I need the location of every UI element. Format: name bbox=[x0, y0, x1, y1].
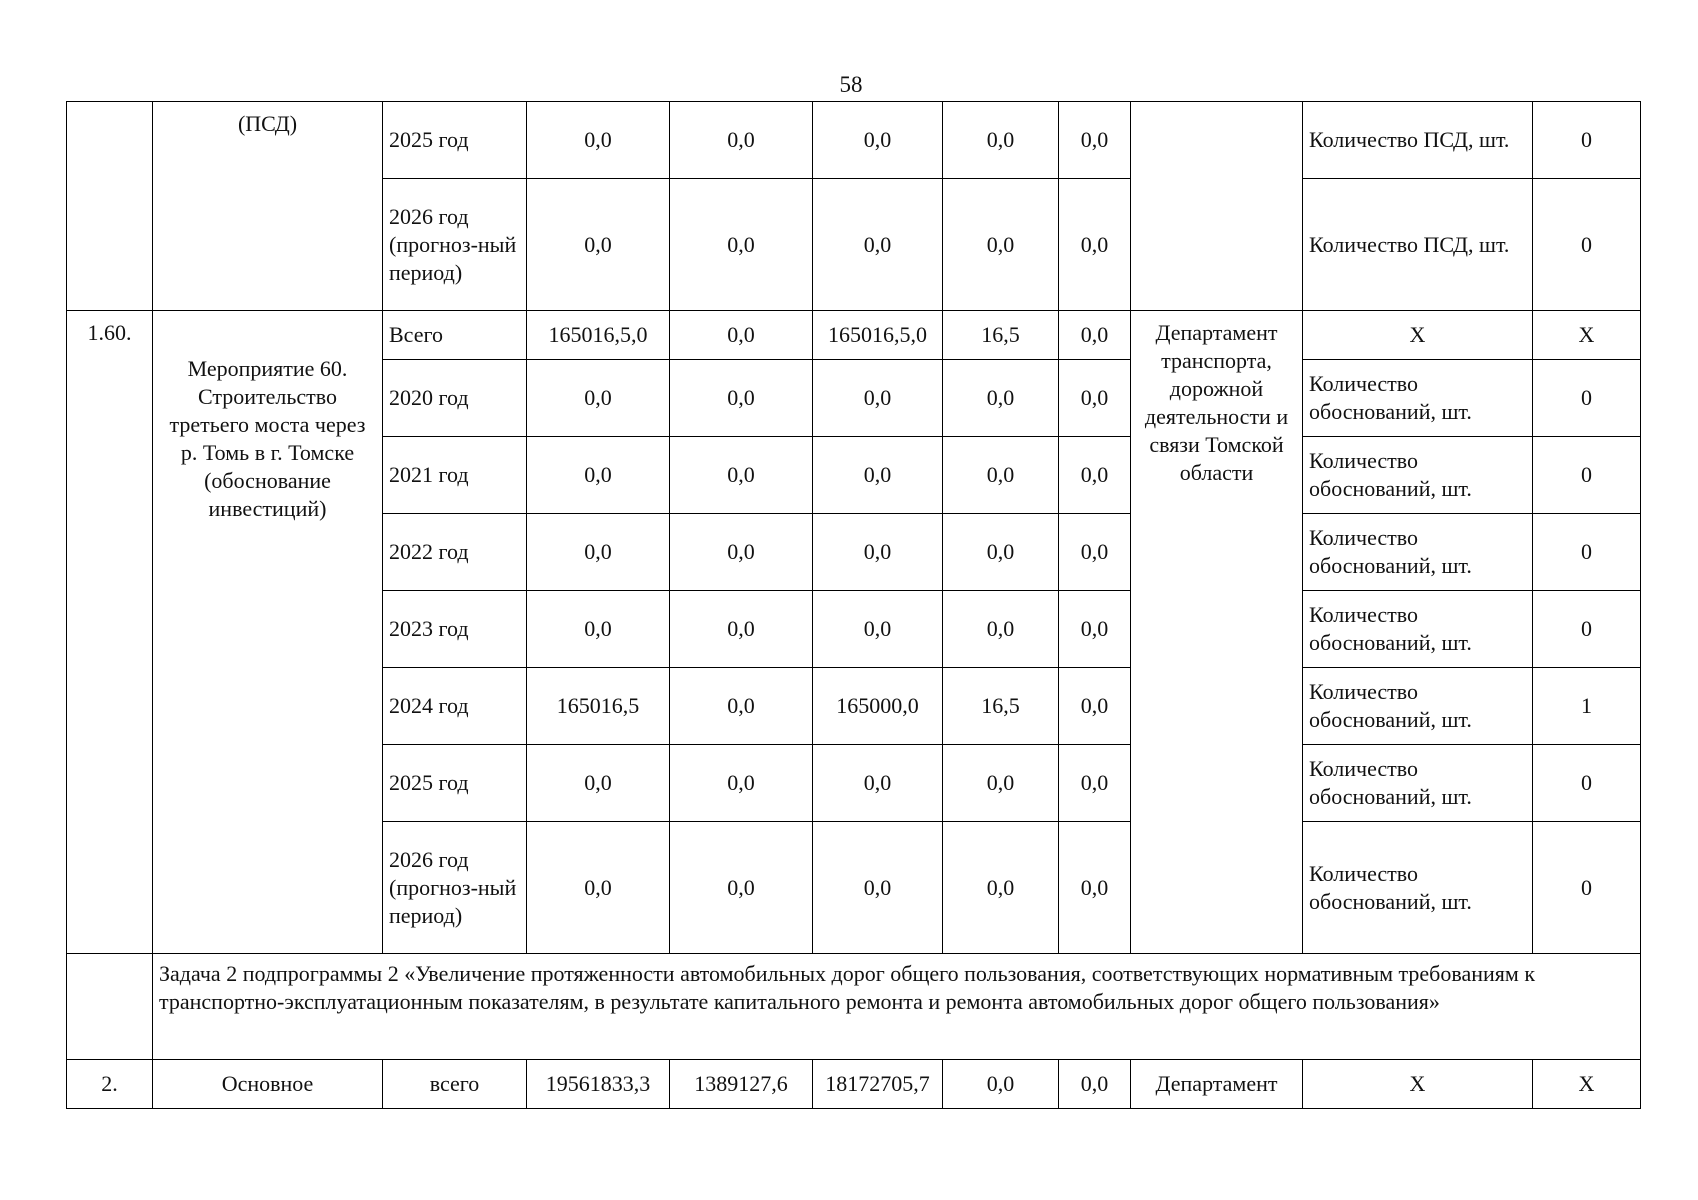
task-heading: Задача 2 подпрограммы 2 «Увеличение протяженности автомобильных дорог общего пользования, соответствующих нормативным требованиям к транспортно-эксплуатационным показателям, в результате капитального ремонта и ремонта автомобильных дорог общего пользования» bbox=[153, 954, 1641, 1060]
amount-cell: 0,0 bbox=[527, 102, 670, 179]
indicator-value-cell: 0 bbox=[1533, 822, 1641, 954]
amount-cell: 0,0 bbox=[670, 179, 813, 311]
executor-cell: Департамент bbox=[1131, 1060, 1303, 1109]
amount-cell: 0,0 bbox=[813, 745, 943, 822]
indicator-cell: Количество ПСД, шт. bbox=[1303, 179, 1533, 311]
indicator-value-cell: 0 bbox=[1533, 360, 1641, 437]
period-cell: 2026 год (прогноз-ный период) bbox=[383, 822, 527, 954]
indicator-cell: Количество обоснований, шт. bbox=[1303, 745, 1533, 822]
period-cell: 2026 год (прогноз-ный период) bbox=[383, 179, 527, 311]
amount-cell: 0,0 bbox=[670, 591, 813, 668]
amount-cell: 165016,5,0 bbox=[527, 311, 670, 360]
amount-cell: 0,0 bbox=[1059, 514, 1131, 591]
indicator-value-cell: 0 bbox=[1533, 514, 1641, 591]
amount-cell: 0,0 bbox=[527, 179, 670, 311]
amount-cell: 165000,0 bbox=[813, 668, 943, 745]
amount-cell: 0,0 bbox=[527, 514, 670, 591]
period-cell: 2025 год bbox=[383, 745, 527, 822]
page-number: 58 bbox=[839, 72, 863, 97]
period-cell: всего bbox=[383, 1060, 527, 1109]
amount-cell: 0,0 bbox=[670, 360, 813, 437]
amount-cell: 19561833,3 bbox=[527, 1060, 670, 1109]
table-row bbox=[67, 954, 1641, 1060]
indicator-value-cell: 0 bbox=[1533, 745, 1641, 822]
table-row bbox=[67, 1060, 1641, 1109]
amount-cell: 0,0 bbox=[943, 437, 1059, 514]
amount-cell: 0,0 bbox=[943, 102, 1059, 179]
amount-cell: 0,0 bbox=[670, 102, 813, 179]
amount-cell: 0,0 bbox=[527, 591, 670, 668]
indicator-cell: Количество обоснований, шт. bbox=[1303, 437, 1533, 514]
amount-cell: 0,0 bbox=[943, 1060, 1059, 1109]
amount-cell: 0,0 bbox=[1059, 360, 1131, 437]
period-cell: 2020 год bbox=[383, 360, 527, 437]
executor-cell: Департамент транспорта, дорожной деятельности и связи Томской области bbox=[1131, 311, 1303, 954]
amount-cell: 165016,5,0 bbox=[813, 311, 943, 360]
amount-cell: 0,0 bbox=[813, 360, 943, 437]
indicator-value-cell: Х bbox=[1533, 311, 1641, 360]
amount-cell: 0,0 bbox=[527, 745, 670, 822]
amount-cell: 0,0 bbox=[943, 514, 1059, 591]
indicator-cell: Количество обоснований, шт. bbox=[1303, 514, 1533, 591]
amount-cell: 0,0 bbox=[943, 179, 1059, 311]
amount-cell: 0,0 bbox=[670, 514, 813, 591]
table-row bbox=[67, 311, 1641, 360]
indicator-value-cell: 0 bbox=[1533, 179, 1641, 311]
indicator-value-cell: 0 bbox=[1533, 591, 1641, 668]
indicator-cell: Количество обоснований, шт. bbox=[1303, 360, 1533, 437]
amount-cell: 18172705,7 bbox=[813, 1060, 943, 1109]
amount-cell: 0,0 bbox=[670, 745, 813, 822]
period-cell: Всего bbox=[383, 311, 527, 360]
number-cell: 1.60. bbox=[67, 311, 153, 954]
amount-cell: 0,0 bbox=[670, 822, 813, 954]
amount-cell: 16,5 bbox=[943, 311, 1059, 360]
amount-cell: 0,0 bbox=[1059, 102, 1131, 179]
indicator-value-cell: 0 bbox=[1533, 437, 1641, 514]
amount-cell: 0,0 bbox=[1059, 591, 1131, 668]
amount-cell: 0,0 bbox=[670, 668, 813, 745]
table-row bbox=[67, 102, 1641, 179]
amount-cell: 0,0 bbox=[943, 745, 1059, 822]
amount-cell: 165016,5 bbox=[527, 668, 670, 745]
amount-cell: 0,0 bbox=[813, 822, 943, 954]
indicator-cell: Количество ПСД, шт. bbox=[1303, 102, 1533, 179]
indicator-cell: Х bbox=[1303, 1060, 1533, 1109]
program-activities-table bbox=[66, 101, 1641, 1109]
amount-cell: 0,0 bbox=[1059, 179, 1131, 311]
indicator-cell: Количество обоснований, шт. bbox=[1303, 591, 1533, 668]
indicator-value-cell: 1 bbox=[1533, 668, 1641, 745]
period-cell: 2023 год bbox=[383, 591, 527, 668]
amount-cell: 16,5 bbox=[943, 668, 1059, 745]
amount-cell: 0,0 bbox=[813, 514, 943, 591]
amount-cell: 0,0 bbox=[1059, 668, 1131, 745]
activity-cell: Мероприятие 60. Строительство третьего моста через р. Томь в г. Томске (обоснование инвестиций) bbox=[153, 311, 383, 954]
indicator-cell: Количество обоснований, шт. bbox=[1303, 822, 1533, 954]
indicator-cell: Количество обоснований, шт. bbox=[1303, 668, 1533, 745]
period-cell: 2022 год bbox=[383, 514, 527, 591]
number-cell bbox=[67, 954, 153, 1060]
amount-cell: 0,0 bbox=[527, 360, 670, 437]
amount-cell: 0,0 bbox=[1059, 311, 1131, 360]
executor-cell bbox=[1131, 102, 1303, 311]
amount-cell: 1389127,6 bbox=[670, 1060, 813, 1109]
amount-cell: 0,0 bbox=[943, 822, 1059, 954]
amount-cell: 0,0 bbox=[943, 591, 1059, 668]
amount-cell: 0,0 bbox=[1059, 1060, 1131, 1109]
amount-cell: 0,0 bbox=[670, 311, 813, 360]
activity-cell: Основное bbox=[153, 1060, 383, 1109]
number-cell bbox=[67, 102, 153, 311]
amount-cell: 0,0 bbox=[527, 822, 670, 954]
activity-cell: (ПСД) bbox=[153, 102, 383, 311]
number-cell: 2. bbox=[67, 1060, 153, 1109]
period-cell: 2021 год bbox=[383, 437, 527, 514]
amount-cell: 0,0 bbox=[813, 102, 943, 179]
amount-cell: 0,0 bbox=[813, 179, 943, 311]
indicator-value-cell: Х bbox=[1533, 1060, 1641, 1109]
amount-cell: 0,0 bbox=[1059, 822, 1131, 954]
amount-cell: 0,0 bbox=[943, 360, 1059, 437]
amount-cell: 0,0 bbox=[1059, 437, 1131, 514]
period-cell: 2024 год bbox=[383, 668, 527, 745]
amount-cell: 0,0 bbox=[813, 437, 943, 514]
amount-cell: 0,0 bbox=[670, 437, 813, 514]
amount-cell: 0,0 bbox=[527, 437, 670, 514]
indicator-value-cell: 0 bbox=[1533, 102, 1641, 179]
amount-cell: 0,0 bbox=[813, 591, 943, 668]
period-cell: 2025 год bbox=[383, 102, 527, 179]
indicator-cell: Х bbox=[1303, 311, 1533, 360]
amount-cell: 0,0 bbox=[1059, 745, 1131, 822]
